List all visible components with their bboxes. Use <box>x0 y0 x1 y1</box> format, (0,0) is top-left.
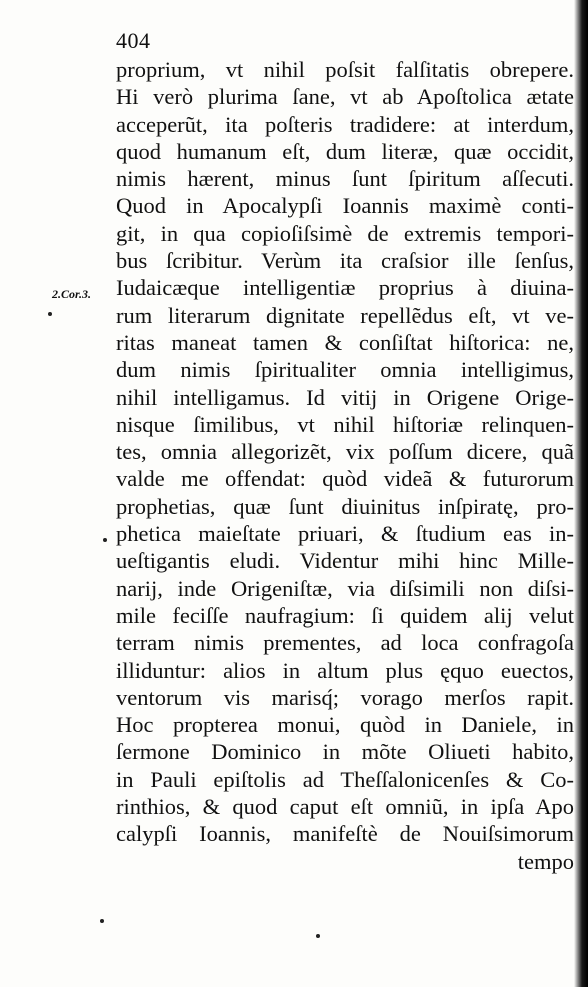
text-line: bus ſcribitur. Verùm ita craſsior ille ſenſus, <box>116 248 574 274</box>
margin-dot-mark <box>100 919 104 923</box>
text-line: illiduntur: alios in altum plus ęquo euectos, <box>116 657 574 683</box>
text-line: git, in qua copioſiſsimè de extremis tempori- <box>116 220 574 246</box>
text-line: narij, inde Origeniſtæ, via diſsimili non diſsi- <box>116 575 574 601</box>
text-line: rinthios, & quod caput eſt omniũ, in ipſa Apo <box>116 794 574 820</box>
text-line: mile feciſſe naufragium: ſi quidem alij velut <box>116 602 574 628</box>
text-line: calypſi Ioannis, manifeſtè de Nouiſsimorum <box>116 821 574 847</box>
text-line: proprium, vt nihil poſsit falſitatis obrepere. <box>116 57 574 82</box>
body-text <box>116 56 574 875</box>
text-line: ventorum vis marisq́; vorago merſos rapit. <box>116 684 574 710</box>
margin-dot-mark <box>48 312 52 316</box>
text-line: tes, omnia allegorizẽt, vix poſſum dicere, quã <box>116 439 574 465</box>
text-line: Quod in Apocalypſi Ioannis maximè conti- <box>116 193 574 219</box>
text-line: terram nimis prementes, ad loca confragoſa <box>116 630 574 656</box>
page-number: 404 <box>116 28 151 53</box>
text-line: ritas maneat tamen & conſiſtat hiſtorica: ne, <box>116 329 574 355</box>
text-line: phetica maieſtate priuari, & ſtudium eas in- <box>116 521 574 547</box>
catchword: tempo <box>517 848 574 874</box>
text-line: valde me offendat: quòd videã & futurorum <box>116 466 574 492</box>
text-line: nihil intelligamus. Id vitij in Origene Orige- <box>116 384 574 410</box>
margin-dot-mark <box>103 538 107 542</box>
text-line: Iudaicæque intelligentiæ proprius à diuina- <box>116 275 574 301</box>
page-binding-edge <box>574 0 588 987</box>
text-line: nisque ſimilibus, vt nihil hiſtoriæ relinquen- <box>116 411 574 437</box>
text-line: Hi verò plurima ſane, vt ab Apoſtolica ætate <box>116 84 574 110</box>
text-line: rum literarum dignitate repellẽdus eſt, vt ve- <box>116 302 574 328</box>
text-line: acceperũt, ita poſteris tradidere: at interdum, <box>116 111 574 137</box>
text-line: quod humanum eſt, dum literæ, quæ occidit, <box>116 138 574 164</box>
margin-dot-mark <box>316 934 320 938</box>
text-line: prophetias, quæ ſunt diuinitus inſpiratę, pro- <box>116 493 574 519</box>
text-line: Hoc propterea monui, quòd in Daniele, in <box>116 712 574 738</box>
margin-note: 2.Cor.3. <box>52 287 92 301</box>
text-line: ueſtigantis eludi. Videntur mihi hinc Mille- <box>116 548 574 574</box>
text-line: ſermone Dominico in mõte Oliueti habito, <box>116 739 574 765</box>
text-line: in Pauli epiſtolis ad Theſſalonicenſes & Co- <box>116 766 574 792</box>
text-line: dum nimis ſpiritualiter omnia intelligimus, <box>116 357 574 383</box>
text-line: nimis hærent, minus ſunt ſpiritum aſſecuti. <box>116 166 574 192</box>
